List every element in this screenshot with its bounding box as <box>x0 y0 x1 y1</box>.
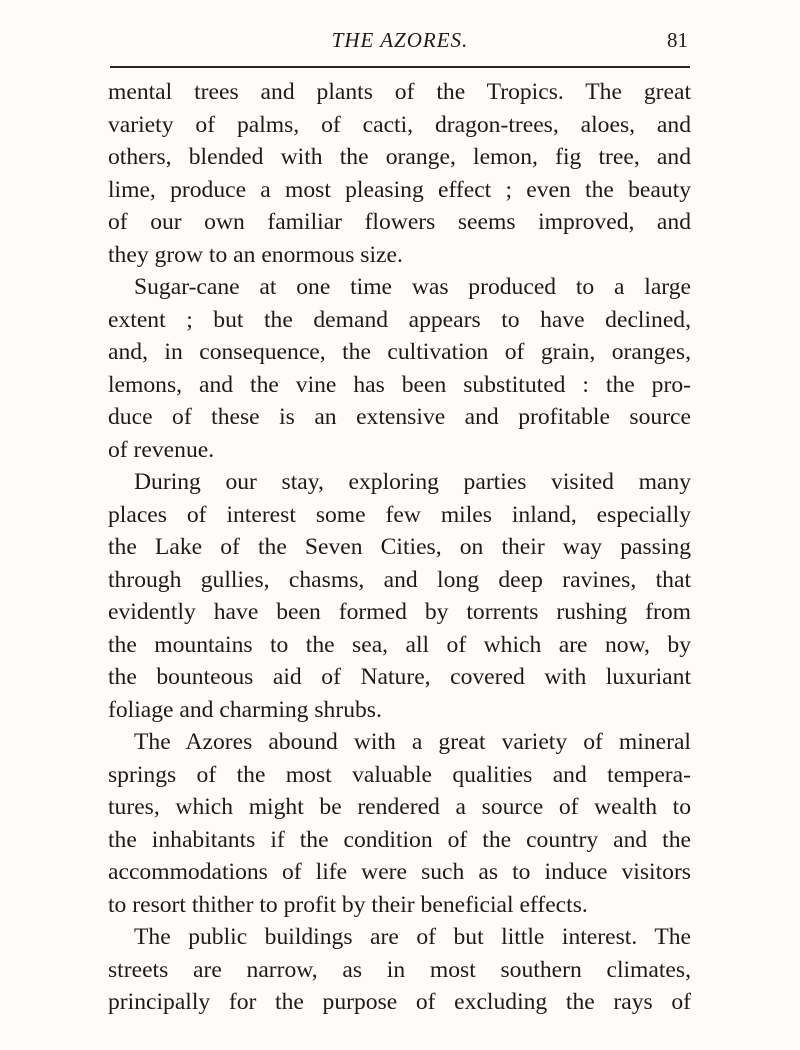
paragraph <box>108 726 691 921</box>
text-line: places of interest some few miles inland, especially <box>108 501 691 528</box>
paragraph <box>108 76 691 271</box>
text-line: The public buildings are of but little interest. The <box>134 924 691 950</box>
text-line: to resort thither to profit by their beneficial effects. <box>108 891 588 918</box>
paragraph <box>108 271 691 466</box>
text-line: the Lake of the Seven Cities, on their way passing <box>108 534 691 560</box>
text-line: and, in consequence, the cultivation of grain, oranges, <box>108 339 691 365</box>
text-line: they grow to an enormous size. <box>108 241 403 268</box>
running-title: THE AZORES. <box>331 28 469 52</box>
text-line: principally for the purpose of excluding the rays of <box>108 989 691 1015</box>
text-line: through gullies, chasms, and long deep ravines, that <box>108 566 691 593</box>
text-line: The Azores abound with a great variety of mineral <box>134 729 691 755</box>
text-line: Sugar-cane at one time was produced to a large <box>134 274 691 300</box>
body-text <box>108 76 691 1019</box>
text-line: springs of the most valuable qualities and tempera- <box>108 761 691 788</box>
text-line: extent ; but the demand appears to have declined, <box>108 306 691 333</box>
text-line: During our stay, exploring parties visited many <box>134 469 691 495</box>
text-line: the mountains to the sea, all of which are now, by <box>108 631 691 658</box>
header-rule <box>110 66 690 68</box>
running-head <box>110 28 690 60</box>
text-line: the bounteous aid of Nature, covered with luxuriant <box>108 664 691 690</box>
text-line: the inhabitants if the condition of the country and the <box>108 826 691 853</box>
text-line: tures, which might be rendered a source of wealth to <box>108 794 691 820</box>
text-line: lemons, and the vine has been substituted : the pro- <box>108 371 691 398</box>
text-line: of our own familiar flowers seems improved, and <box>108 209 691 235</box>
page-number: 81 <box>667 28 688 52</box>
text-line: variety of palms, of cacti, dragon-trees, aloes, and <box>108 111 691 138</box>
text-line: others, blended with the orange, lemon, fig tree, and <box>108 144 691 170</box>
text-line: of revenue. <box>108 436 215 463</box>
text-line: evidently have been formed by torrents rushing from <box>108 599 691 625</box>
paragraph <box>108 466 691 726</box>
text-line: foliage and charming shrubs. <box>108 696 382 723</box>
text-line: streets are narrow, as in most southern climates, <box>108 956 691 983</box>
text-line: duce of these is an extensive and profitable source <box>108 404 691 430</box>
text-line: mental trees and plants of the Tropics. The great <box>108 79 691 105</box>
text-line: lime, produce a most pleasing effect ; even the beauty <box>108 176 691 203</box>
paragraph <box>108 921 691 1019</box>
text-line: accommodations of life were such as to induce visitors <box>108 859 691 885</box>
